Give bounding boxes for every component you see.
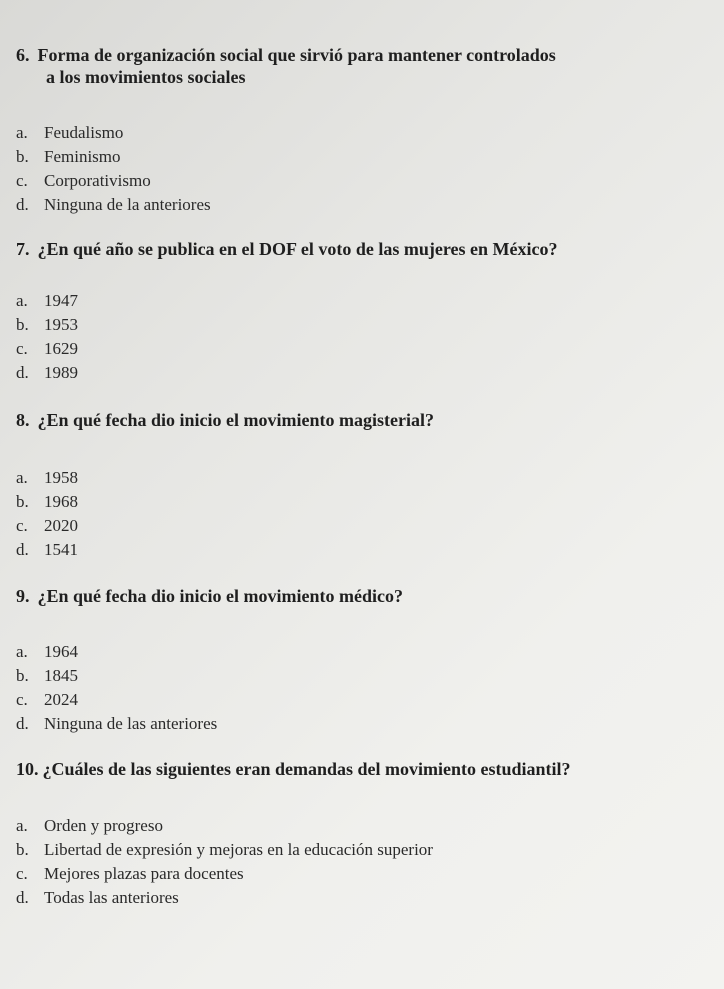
option-letter: a. — [16, 291, 28, 310]
options-list-7 — [16, 289, 78, 385]
option-letter: a. — [16, 816, 28, 835]
option-c[interactable] — [16, 688, 217, 712]
option-text: Corporativismo — [44, 171, 151, 190]
options-list-10 — [16, 814, 433, 910]
option-b[interactable] — [16, 838, 433, 862]
option-letter: b. — [16, 840, 29, 859]
option-d[interactable] — [16, 712, 217, 736]
question-text-line2: a los movimientos sociales — [46, 67, 246, 87]
option-b[interactable] — [16, 313, 78, 337]
option-letter: c. — [16, 339, 28, 358]
option-letter: c. — [16, 690, 28, 709]
option-c[interactable] — [16, 169, 211, 193]
option-text: Libertad de expresión y mejoras en la educación superior — [44, 840, 433, 859]
option-text: Orden y progreso — [44, 816, 163, 835]
option-b[interactable] — [16, 145, 211, 169]
option-a[interactable] — [16, 466, 78, 490]
option-letter: a. — [16, 123, 28, 142]
question-8 — [16, 409, 434, 431]
option-letter: d. — [16, 714, 29, 733]
option-d[interactable] — [16, 886, 433, 910]
option-b[interactable] — [16, 664, 217, 688]
question-text: ¿En qué fecha dio inicio el movimiento médico? — [37, 586, 403, 606]
option-a[interactable] — [16, 640, 217, 664]
option-text: 1964 — [44, 642, 78, 661]
option-text: 1541 — [44, 540, 78, 559]
question-number: 8. — [16, 410, 30, 430]
option-text: Feminismo — [44, 147, 121, 166]
question-text: ¿En qué año se publica en el DOF el voto de las mujeres en México? — [37, 239, 558, 259]
option-text: Ninguna de la anteriores — [44, 195, 211, 214]
question-number: 10. — [16, 759, 39, 779]
question-6 — [16, 44, 556, 88]
option-letter: d. — [16, 888, 29, 907]
option-text: 2020 — [44, 516, 78, 535]
option-c[interactable] — [16, 514, 78, 538]
question-number: 7. — [16, 239, 30, 259]
option-text: 1947 — [44, 291, 78, 310]
option-letter: c. — [16, 864, 28, 883]
option-letter: c. — [16, 171, 28, 190]
option-text: Todas las anteriores — [44, 888, 179, 907]
option-letter: d. — [16, 363, 29, 382]
option-text: 1968 — [44, 492, 78, 511]
option-letter: d. — [16, 540, 29, 559]
option-text: 1845 — [44, 666, 78, 685]
option-text: 2024 — [44, 690, 78, 709]
options-list-8 — [16, 466, 78, 562]
question-text: ¿En qué fecha dio inicio el movimiento magisterial? — [37, 410, 434, 430]
option-a[interactable] — [16, 289, 78, 313]
question-7 — [16, 238, 557, 260]
option-d[interactable] — [16, 193, 211, 217]
option-letter: a. — [16, 642, 28, 661]
option-text: Ninguna de las anteriores — [44, 714, 218, 733]
option-text: Mejores plazas para docentes — [44, 864, 244, 883]
option-a[interactable] — [16, 814, 433, 838]
option-c[interactable] — [16, 337, 78, 361]
options-list-6 — [16, 121, 211, 217]
option-letter: b. — [16, 492, 29, 511]
option-d[interactable] — [16, 538, 78, 562]
option-letter: b. — [16, 315, 29, 334]
question-10 — [16, 758, 571, 780]
option-text: 1953 — [44, 315, 78, 334]
option-d[interactable] — [16, 361, 78, 385]
option-a[interactable] — [16, 121, 211, 145]
question-number: 6. — [16, 45, 30, 65]
option-c[interactable] — [16, 862, 433, 886]
option-b[interactable] — [16, 490, 78, 514]
question-text: ¿Cuáles de las siguientes eran demandas del movimiento estudiantil? — [42, 759, 571, 779]
option-text: 1989 — [44, 363, 78, 382]
option-letter: d. — [16, 195, 29, 214]
question-text-line1: Forma de organización social que sirvió para mantener controlados — [37, 45, 556, 65]
option-text: Feudalismo — [44, 123, 124, 142]
option-letter: b. — [16, 666, 29, 685]
question-9 — [16, 585, 403, 607]
options-list-9 — [16, 640, 217, 736]
option-letter: a. — [16, 468, 28, 487]
option-text: 1958 — [44, 468, 78, 487]
question-number: 9. — [16, 586, 30, 606]
option-letter: b. — [16, 147, 29, 166]
option-text: 1629 — [44, 339, 78, 358]
option-letter: c. — [16, 516, 28, 535]
